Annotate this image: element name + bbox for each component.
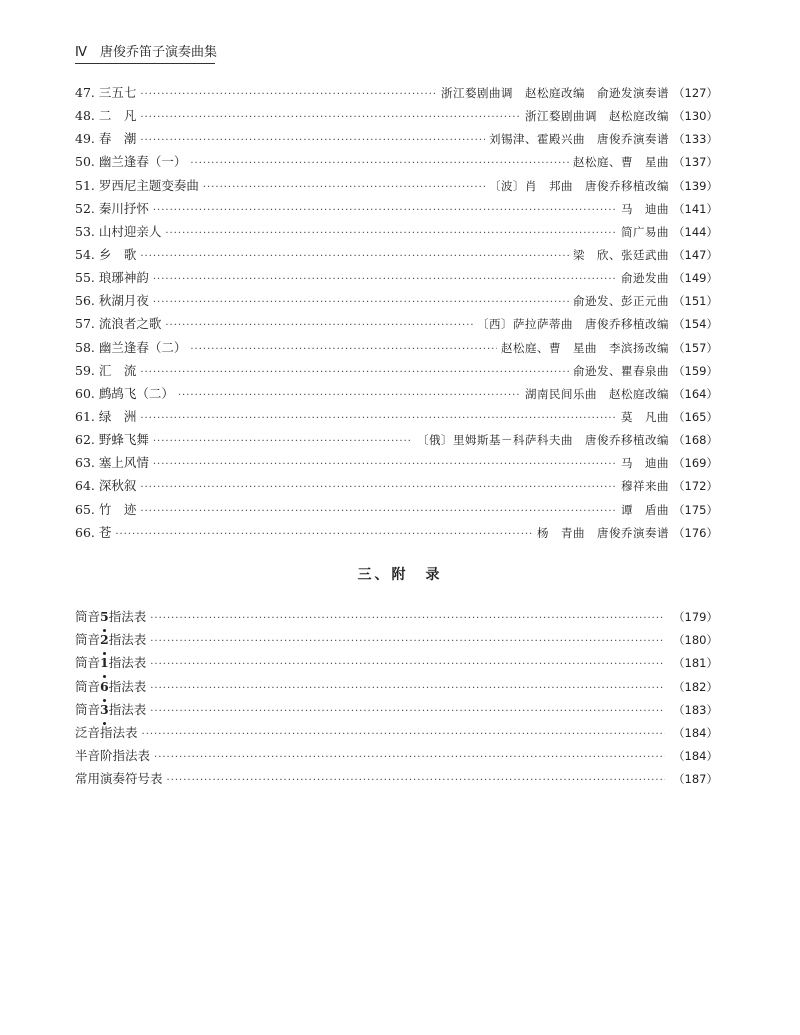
entry-credit: 梁 欣、张廷武曲 — [573, 247, 670, 262]
entry-credit: 浙江婺剧曲调 赵松庭改编 — [525, 109, 670, 124]
dot-leader — [150, 700, 665, 723]
appendix-entry[interactable] — [75, 605, 718, 628]
entry-credit: 马 迪曲 — [621, 456, 670, 471]
low-octave-note: 2 — [100, 628, 109, 651]
toc-entry[interactable] — [75, 266, 718, 289]
entry-credit: 莫 凡曲 — [621, 409, 670, 424]
entry-page: （164） — [673, 386, 718, 401]
appendix-page: （180） — [673, 633, 718, 648]
dot-leader — [153, 453, 617, 476]
appendix-page: （179） — [673, 610, 718, 624]
entry-credit: 〔俄〕里姆斯基－科萨科夫曲 唐俊乔移植改编 — [417, 433, 670, 448]
dot-leader — [140, 407, 617, 430]
dot-leader — [140, 106, 521, 129]
toc-main-list — [75, 81, 718, 544]
toc-appendix-list — [75, 605, 718, 791]
dot-leader — [140, 83, 437, 106]
low-octave-note: 5 — [100, 605, 109, 628]
appendix-page: （184） — [673, 749, 718, 764]
entry-credit: 马 迪曲 — [621, 201, 670, 216]
entry-credit: 穆祥来曲 — [621, 479, 670, 494]
appendix-page: （187） — [673, 772, 718, 787]
entry-page: （137） — [673, 155, 718, 170]
toc-entry[interactable] — [75, 405, 718, 428]
entry-title: 58. 幽兰逢春（二） — [75, 339, 187, 355]
appendix-suffix: 指法表 — [108, 701, 147, 717]
entry-page: （165） — [673, 409, 718, 424]
entry-title: 66. 苍 — [75, 524, 112, 540]
entry-page: （157） — [673, 340, 718, 355]
dot-leader — [150, 630, 665, 653]
entry-title: 47. 三五七 — [75, 85, 137, 100]
entry-page: （141） — [673, 201, 718, 216]
entry-page: （168） — [673, 433, 718, 448]
toc-entry[interactable] — [75, 312, 718, 335]
toc-entry[interactable] — [75, 336, 718, 359]
toc-entry[interactable] — [75, 197, 718, 220]
entry-title: 57. 流浪者之歌 — [75, 316, 162, 332]
toc-entry[interactable] — [75, 382, 718, 405]
appendix-prefix: 筒音 — [75, 632, 101, 648]
appendix-suffix: 指法表 — [108, 632, 147, 648]
entry-title: 63. 塞上风情 — [75, 455, 149, 471]
toc-entry[interactable] — [75, 150, 718, 173]
toc-entry[interactable] — [75, 451, 718, 474]
dot-leader — [150, 607, 665, 630]
dot-leader — [140, 245, 569, 268]
toc-entry[interactable] — [75, 359, 718, 382]
entry-page: （127） — [673, 86, 718, 100]
entry-title: 55. 琅琊神韵 — [75, 270, 149, 286]
appendix-entry[interactable] — [75, 628, 718, 651]
entry-credit: 赵松庭、曹 星曲 — [573, 155, 670, 170]
entry-title: 54. 乡 歌 — [75, 246, 137, 262]
entry-title: 56. 秋湖月夜 — [75, 293, 149, 309]
dot-leader — [165, 222, 617, 245]
running-header-text: Ⅳ 唐俊乔笛子演奏曲集 — [75, 45, 217, 60]
appendix-page: （184） — [673, 725, 718, 740]
entry-page: （149） — [673, 271, 718, 286]
toc-entry[interactable] — [75, 521, 718, 544]
entry-page: （172） — [673, 479, 718, 494]
appendix-title: 半音阶指法表 — [75, 748, 151, 764]
dot-leader — [115, 523, 533, 546]
entry-credit: 俞逊发、瞿春泉曲 — [573, 363, 670, 378]
dot-leader — [140, 129, 485, 152]
entry-title: 64. 深秋叙 — [75, 478, 137, 494]
dot-leader — [203, 176, 485, 199]
toc-entry[interactable] — [75, 220, 718, 243]
low-octave-note: 1 — [100, 651, 109, 674]
appendix-prefix: 筒音 — [75, 701, 101, 717]
appendix-title — [75, 605, 146, 628]
entry-title: 59. 汇 流 — [75, 362, 137, 378]
toc-entry[interactable] — [75, 127, 718, 150]
appendix-entry[interactable] — [75, 651, 718, 674]
dot-leader — [153, 199, 617, 222]
appendix-entry[interactable] — [75, 675, 718, 698]
entry-page: （154） — [673, 317, 718, 332]
dot-leader — [165, 314, 473, 337]
appendix-entry[interactable] — [75, 744, 718, 767]
entry-title: 62. 野蜂飞舞 — [75, 432, 149, 448]
entry-credit: 〔西〕萨拉萨蒂曲 唐俊乔移植改编 — [477, 317, 670, 332]
entry-page: （176） — [673, 525, 718, 540]
dot-leader — [140, 361, 569, 384]
toc-entry[interactable] — [75, 474, 718, 497]
dot-leader — [140, 500, 617, 523]
entry-page: （147） — [673, 247, 718, 262]
dot-leader — [142, 723, 666, 746]
header-underline — [75, 63, 215, 64]
appendix-suffix: 指法表 — [108, 655, 147, 671]
entry-title: 60. 鹧鸪飞（二） — [75, 385, 174, 401]
appendix-suffix: 指法表 — [108, 609, 147, 624]
entry-credit: 〔波〕肖 邦曲 唐俊乔移植改编 — [489, 178, 670, 193]
entry-title: 51. 罗西尼主题变奏曲 — [75, 177, 199, 193]
dot-leader — [154, 746, 665, 769]
entry-page: （133） — [673, 132, 718, 147]
dot-leader — [153, 268, 617, 291]
low-octave-note: 3 — [100, 698, 109, 721]
toc-entry[interactable] — [75, 498, 718, 521]
entry-credit: 俞逊发、彭正元曲 — [573, 294, 670, 309]
entry-page: （159） — [673, 363, 718, 378]
entry-credit: 浙江婺剧曲调 赵松庭改编 俞逊发演奏谱 — [441, 86, 670, 100]
appendix-page: （182） — [673, 679, 718, 694]
entry-page: （130） — [673, 109, 718, 124]
entry-credit: 简广易曲 — [621, 224, 670, 239]
appendix-title: 泛音指法表 — [75, 724, 138, 740]
appendix-entry[interactable] — [75, 721, 718, 744]
entry-page: （175） — [673, 502, 718, 517]
entry-title: 50. 幽兰逢春（一） — [75, 154, 187, 170]
toc-entry[interactable] — [75, 243, 718, 266]
entry-credit: 谭 盾曲 — [621, 502, 670, 517]
entry-credit: 赵松庭、曹 星曲 李滨扬改编 — [501, 340, 670, 355]
entry-credit: 杨 青曲 唐俊乔演奏谱 — [537, 525, 670, 540]
entry-page: （169） — [673, 456, 718, 471]
toc-entry[interactable] — [75, 428, 718, 451]
dot-leader — [150, 653, 665, 676]
entry-title: 61. 绿 洲 — [75, 408, 137, 424]
dot-leader — [140, 476, 617, 499]
appendix-suffix: 指法表 — [108, 678, 147, 694]
toc-entry[interactable] — [75, 104, 718, 127]
low-octave-note: 6 — [100, 675, 109, 698]
appendix-entry[interactable] — [75, 698, 718, 721]
appendix-title — [75, 651, 146, 674]
toc-entry[interactable] — [75, 289, 718, 312]
entry-page: （144） — [673, 224, 718, 239]
appendix-prefix: 筒音 — [75, 678, 101, 694]
appendix-entry[interactable] — [75, 767, 718, 790]
appendix-page: （181） — [673, 656, 718, 671]
dot-leader — [153, 430, 413, 453]
dot-leader — [150, 677, 665, 700]
entry-credit: 湖南民间乐曲 赵松庭改编 — [525, 386, 670, 401]
appendix-title — [75, 628, 146, 651]
entry-title: 48. 二 凡 — [75, 108, 137, 124]
appendix-heading: 三、附 录 — [357, 567, 443, 583]
dot-leader — [190, 152, 569, 175]
appendix-title — [75, 675, 146, 698]
running-header — [75, 44, 215, 62]
toc-entry[interactable] — [75, 81, 718, 104]
entry-title: 53. 山村迎亲人 — [75, 223, 162, 239]
appendix-title: 常用演奏符号表 — [75, 771, 163, 787]
appendix-prefix: 筒音 — [75, 609, 101, 624]
dot-leader — [178, 384, 521, 407]
entry-page: （151） — [673, 294, 718, 309]
entry-page: （139） — [673, 178, 718, 193]
entry-credit: 刘锡津、霍殿兴曲 唐俊乔演奏谱 — [489, 132, 670, 147]
entry-credit: 俞逊发曲 — [621, 271, 670, 286]
appendix-title — [75, 698, 146, 721]
dot-leader — [167, 769, 666, 792]
appendix-page: （183） — [673, 702, 718, 717]
toc-entry[interactable] — [75, 174, 718, 197]
appendix-prefix: 筒音 — [75, 655, 101, 671]
entry-title: 65. 竹 迹 — [75, 501, 137, 517]
entry-title: 49. 春 潮 — [75, 131, 137, 147]
dot-leader — [190, 338, 497, 361]
entry-title: 52. 秦川抒怀 — [75, 200, 149, 216]
dot-leader — [153, 291, 569, 314]
